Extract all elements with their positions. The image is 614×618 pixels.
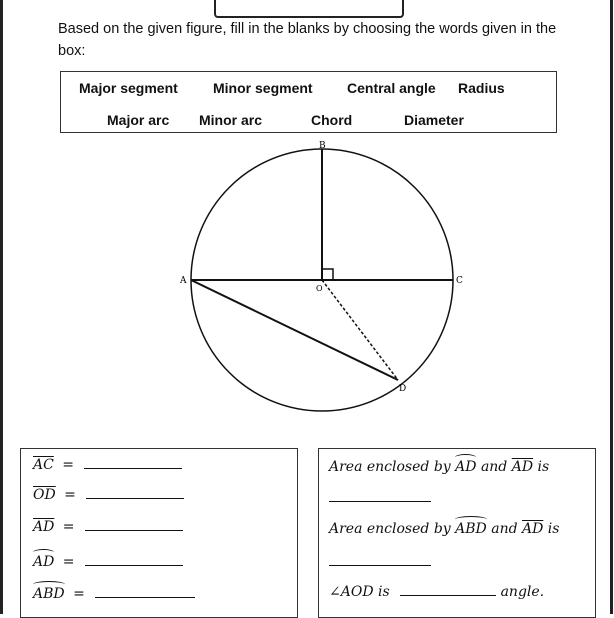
answer-blank-abd-arc[interactable] [95,596,195,598]
q2-arc-label: ABD [455,521,487,537]
point-label-c: C [456,276,463,286]
q1-arc-label: AD [455,459,477,475]
q1-suffix: is [537,459,550,475]
point-label-b: B [319,141,326,151]
word-central-angle: Central angle [347,80,436,96]
answer-blank-od[interactable] [86,497,184,499]
right-answer-box [318,448,596,618]
q2-seg-label: $\overline{AD}$ [522,521,544,537]
right-angle-mark [322,269,333,280]
word-chord: Chord [311,112,353,128]
question-ad-arc [33,552,183,570]
segment-ad-label: $\overline{AD}$ [33,519,55,535]
answer-blank-ad-arc[interactable] [85,564,183,566]
q2-suffix: is [547,521,560,537]
question-ac [33,457,182,473]
equals-sign: = [73,586,85,602]
q1-prefix: Area enclosed by [329,459,451,475]
segment-od-label: $\overline{OD}$ [33,487,56,503]
word-major-arc: Major arc [107,112,170,128]
question-minor-area [329,457,549,475]
q3-suffix: angle. [500,584,545,600]
word-minor-segment: Minor segment [213,80,313,96]
answer-blank-q2[interactable] [329,565,431,566]
point-label-a: A [180,276,187,286]
equals-sign: = [64,487,76,503]
question-abd-arc [33,584,195,602]
question-angle-aod [329,584,544,600]
q3-is: is [378,584,390,600]
q1-mid: and [480,459,508,475]
question-od [33,487,184,503]
answer-blank-q3[interactable] [400,594,496,596]
equals-sign: = [62,519,75,535]
question-major-area [329,519,559,537]
answer-blank-q1[interactable] [329,501,431,502]
q2-mid: and [491,521,518,537]
equals-sign: = [62,554,75,570]
q2-prefix: Area enclosed by [329,521,451,537]
point-label-o: O [316,284,323,293]
segment-ac-label: $\overline{AC}$ [33,457,54,473]
q3-angle: ∠AOD [329,584,374,600]
word-minor-arc: Minor arc [199,112,263,128]
word-major-segment: Major segment [79,80,178,96]
point-label-d: D [399,384,407,394]
answer-blank-ad-segment[interactable] [85,529,183,531]
q1-seg-label: $\overline{AD}$ [511,459,534,475]
answer-blank-ac[interactable] [84,467,182,469]
equals-sign: = [62,457,75,473]
arc-abd-label: ABD [33,586,65,602]
word-diameter: Diameter [404,112,464,128]
question-ad-segment [33,519,183,535]
arc-ad-label: AD [33,554,55,570]
radius-od [322,280,398,380]
left-answer-box [20,448,298,618]
instructions: Based on the given figure, fill in the blanks by choosing the words given in the box: [58,21,557,59]
word-radius: Radius [458,80,505,96]
